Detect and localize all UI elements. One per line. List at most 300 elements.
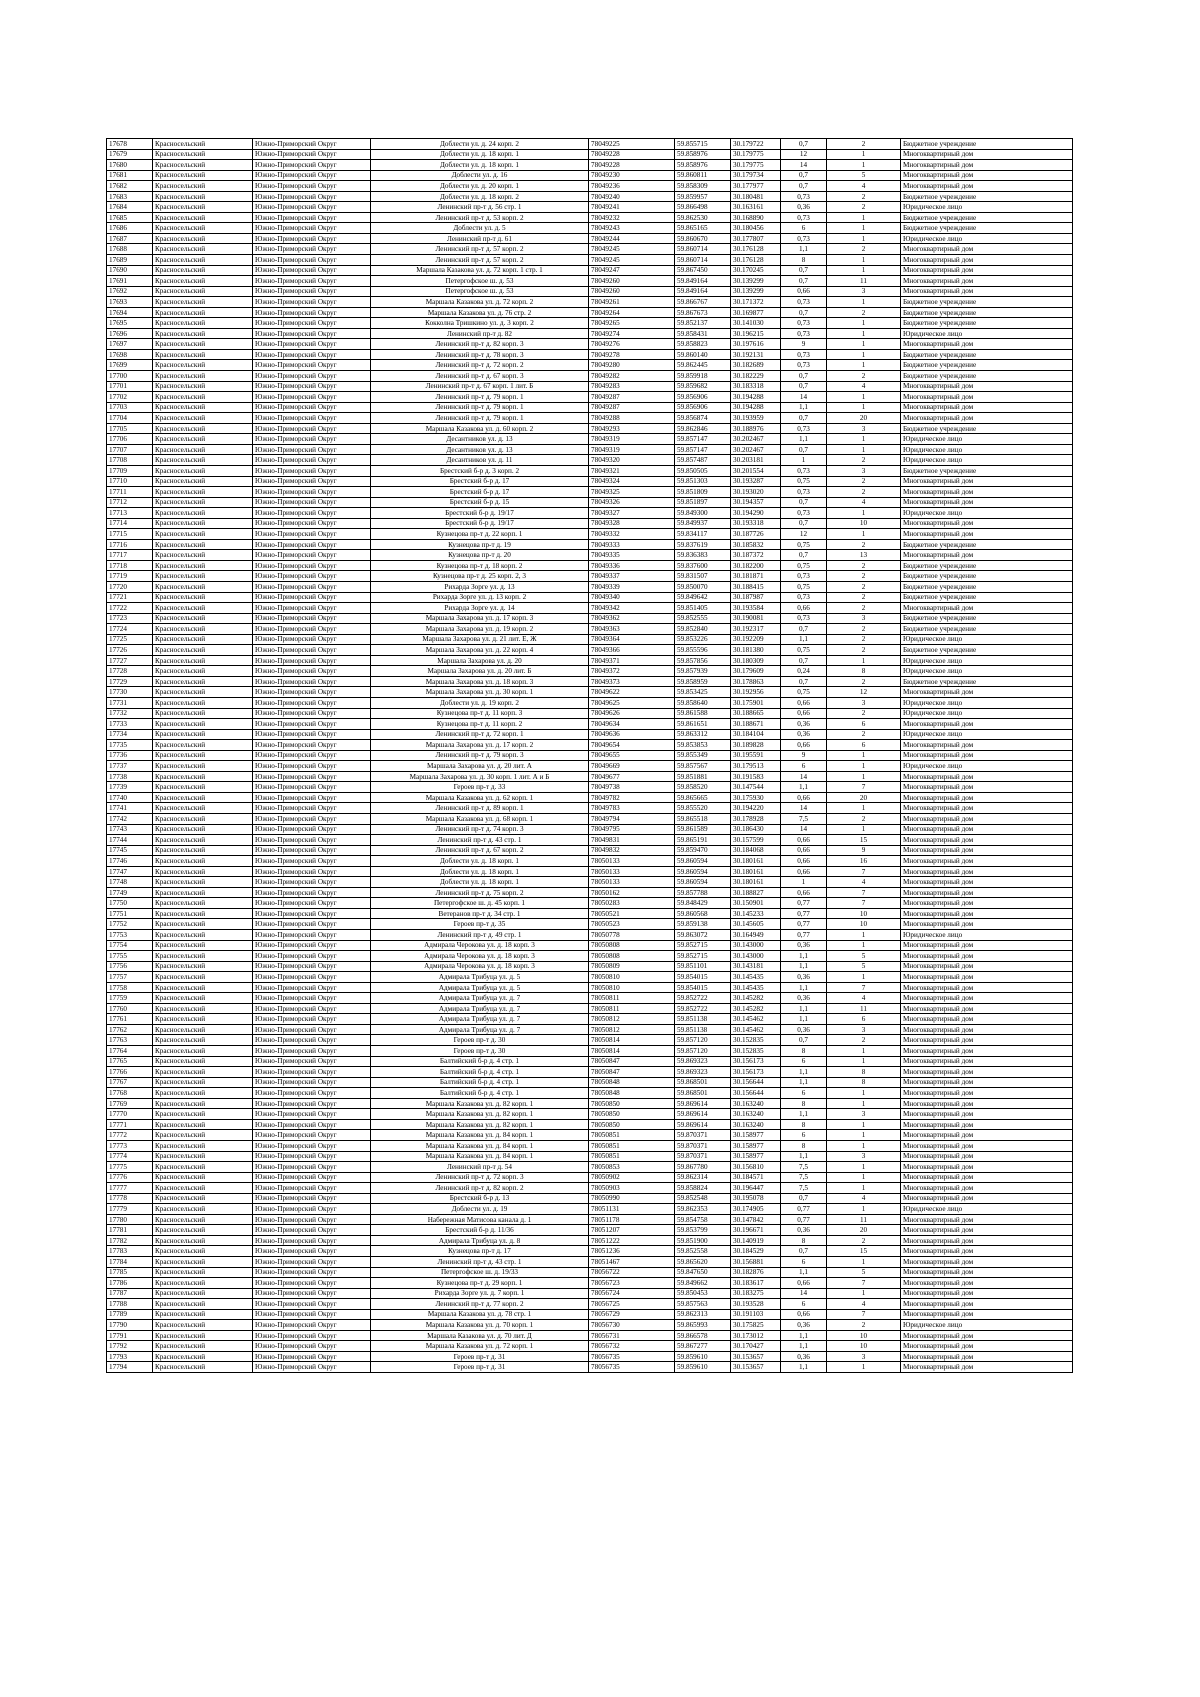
- address-cell: Рихарда Зорге ул. д. 13 корп. 2: [371, 592, 589, 603]
- type-cell: Многоквартирный дом: [901, 550, 1073, 561]
- okrug-cell: Южно-Приморский Округ: [253, 402, 371, 413]
- address-cell: Ленинский пр-т д. 54: [371, 1162, 589, 1173]
- address-cell: Маршала Захарова ул. д. 20 лит. А: [371, 761, 589, 772]
- type-cell: Многоквартирный дом: [901, 1109, 1073, 1120]
- longitude-cell: 30.156644: [731, 1088, 781, 1099]
- address-cell: Петергофское ш. д. 53: [371, 276, 589, 287]
- district-cell: Красносельский: [153, 835, 253, 846]
- address-cell: Ленинский пр-т д. 67 корп. 3: [371, 371, 589, 382]
- row-id: 17762: [107, 1024, 153, 1035]
- district-cell: Красносельский: [153, 286, 253, 297]
- count-cell: 1: [827, 529, 901, 540]
- longitude-cell: 30.145435: [731, 982, 781, 993]
- address-cell: Маршала Казакова ул. д. 84 корп. 1: [371, 1130, 589, 1141]
- okrug-cell: Южно-Приморский Округ: [253, 265, 371, 276]
- address-cell: Петергофское ш. д. 53: [371, 286, 589, 297]
- row-id: 17720: [107, 581, 153, 592]
- row-id: 17781: [107, 1225, 153, 1236]
- volume-cell: 0,7: [781, 139, 827, 150]
- address-cell: Героев пр-т д. 33: [371, 782, 589, 793]
- latitude-cell: 59.852722: [675, 993, 731, 1004]
- volume-cell: 0,73: [781, 571, 827, 582]
- district-cell: Красносельский: [153, 1162, 253, 1173]
- row-id: 17760: [107, 1003, 153, 1014]
- table-row: [107, 487, 1073, 498]
- type-cell: Бюджетное учреждение: [901, 360, 1073, 371]
- district-cell: Красносельский: [153, 223, 253, 234]
- address-cell: Героев пр-т д. 31: [371, 1351, 589, 1362]
- volume-cell: 0,7: [781, 413, 827, 424]
- okrug-cell: Южно-Приморский Округ: [253, 835, 371, 846]
- count-cell: 1: [827, 930, 901, 941]
- latitude-cell: 59.847650: [675, 1267, 731, 1278]
- district-cell: Красносельский: [153, 1204, 253, 1215]
- code-cell: 78049280: [589, 360, 675, 371]
- row-id: 17782: [107, 1235, 153, 1246]
- district-cell: Красносельский: [153, 434, 253, 445]
- address-cell: Ленинский пр-т д. 43 стр. 1: [371, 1256, 589, 1267]
- okrug-cell: Южно-Приморский Округ: [253, 339, 371, 350]
- volume-cell: 7,5: [781, 1172, 827, 1183]
- longitude-cell: 30.180161: [731, 877, 781, 888]
- table-row: [107, 908, 1073, 919]
- type-cell: Многоквартирный дом: [901, 1330, 1073, 1341]
- latitude-cell: 59.859957: [675, 191, 731, 202]
- address-cell: Кузнецова пр-т д. 19: [371, 539, 589, 550]
- longitude-cell: 30.178863: [731, 676, 781, 687]
- address-cell: Адмирала Черокова ул. д. 18 корп. 3: [371, 940, 589, 951]
- table-row: [107, 160, 1073, 171]
- row-id: 17722: [107, 603, 153, 614]
- okrug-cell: Южно-Приморский Округ: [253, 1162, 371, 1173]
- table-row: [107, 940, 1073, 951]
- type-cell: Многоквартирный дом: [901, 1225, 1073, 1236]
- count-cell: 2: [827, 487, 901, 498]
- address-cell: Адмирала Черокова ул. д. 18 корп. 3: [371, 961, 589, 972]
- address-cell: Ленинский пр-т д. 67 корп. 2: [371, 845, 589, 856]
- longitude-cell: 30.145605: [731, 919, 781, 930]
- volume-cell: 1,1: [781, 951, 827, 962]
- type-cell: Многоквартирный дом: [901, 856, 1073, 867]
- longitude-cell: 30.193020: [731, 487, 781, 498]
- volume-cell: 0,36: [781, 993, 827, 1004]
- address-cell: Маршала Захарова ул. д. 17 корп. 3: [371, 613, 589, 624]
- district-cell: Красносельский: [153, 1024, 253, 1035]
- volume-cell: 8: [781, 1119, 827, 1130]
- code-cell: 78049245: [589, 255, 675, 266]
- count-cell: 11: [827, 1003, 901, 1014]
- row-id: 17696: [107, 328, 153, 339]
- row-id: 17707: [107, 444, 153, 455]
- okrug-cell: Южно-Приморский Округ: [253, 434, 371, 445]
- volume-cell: 0,7: [781, 444, 827, 455]
- code-cell: 78049339: [589, 581, 675, 592]
- longitude-cell: 30.202467: [731, 434, 781, 445]
- code-cell: 78056735: [589, 1362, 675, 1373]
- row-id: 17694: [107, 307, 153, 318]
- latitude-cell: 59.858823: [675, 339, 731, 350]
- latitude-cell: 59.859918: [675, 371, 731, 382]
- longitude-cell: 30.145282: [731, 1003, 781, 1014]
- count-cell: 2: [827, 581, 901, 592]
- okrug-cell: Южно-Приморский Округ: [253, 666, 371, 677]
- type-cell: Многоквартирный дом: [901, 381, 1073, 392]
- volume-cell: 0,66: [781, 603, 827, 614]
- okrug-cell: Южно-Приморский Округ: [253, 381, 371, 392]
- count-cell: 4: [827, 181, 901, 192]
- row-id: 17727: [107, 655, 153, 666]
- count-cell: 6: [827, 719, 901, 730]
- volume-cell: 0,36: [781, 940, 827, 951]
- count-cell: 7: [827, 1278, 901, 1289]
- type-cell: Юридическое лицо: [901, 455, 1073, 466]
- longitude-cell: 30.193959: [731, 413, 781, 424]
- volume-cell: 8: [781, 1140, 827, 1151]
- okrug-cell: Южно-Приморский Округ: [253, 782, 371, 793]
- volume-cell: 1,1: [781, 1077, 827, 1088]
- volume-cell: 0,36: [781, 729, 827, 740]
- district-cell: Красносельский: [153, 771, 253, 782]
- count-cell: 1: [827, 1204, 901, 1215]
- address-cell: Адмирала Трибуца ул. д. 5: [371, 982, 589, 993]
- type-cell: Бюджетное учреждение: [901, 223, 1073, 234]
- longitude-cell: 30.163240: [731, 1109, 781, 1120]
- row-id: 17783: [107, 1246, 153, 1257]
- longitude-cell: 30.157599: [731, 835, 781, 846]
- address-cell: Маршала Захарова ул. д. 21 лит. Е, Ж: [371, 634, 589, 645]
- row-id: 17745: [107, 845, 153, 856]
- count-cell: 2: [827, 455, 901, 466]
- table-row: [107, 539, 1073, 550]
- volume-cell: 14: [781, 1288, 827, 1299]
- count-cell: 4: [827, 877, 901, 888]
- okrug-cell: Южно-Приморский Округ: [253, 1351, 371, 1362]
- district-cell: Красносельский: [153, 550, 253, 561]
- type-cell: Многоквартирный дом: [901, 603, 1073, 614]
- table-row: [107, 771, 1073, 782]
- row-id: 17740: [107, 792, 153, 803]
- volume-cell: 0,36: [781, 1351, 827, 1362]
- row-id: 17748: [107, 877, 153, 888]
- count-cell: 2: [827, 371, 901, 382]
- row-id: 17708: [107, 455, 153, 466]
- okrug-cell: Южно-Приморский Округ: [253, 592, 371, 603]
- code-cell: 78050903: [589, 1183, 675, 1194]
- code-cell: 78049247: [589, 265, 675, 276]
- row-id: 17725: [107, 634, 153, 645]
- code-cell: 78056732: [589, 1341, 675, 1352]
- row-id: 17735: [107, 740, 153, 751]
- type-cell: Многоквартирный дом: [901, 497, 1073, 508]
- row-id: 17758: [107, 982, 153, 993]
- code-cell: 78050523: [589, 919, 675, 930]
- type-cell: Многоквартирный дом: [901, 972, 1073, 983]
- type-cell: Многоквартирный дом: [901, 1256, 1073, 1267]
- count-cell: 3: [827, 423, 901, 434]
- table-row: [107, 307, 1073, 318]
- type-cell: Бюджетное учреждение: [901, 645, 1073, 656]
- okrug-cell: Южно-Приморский Округ: [253, 560, 371, 571]
- count-cell: 1: [827, 750, 901, 761]
- volume-cell: 1: [781, 455, 827, 466]
- code-cell: 78049340: [589, 592, 675, 603]
- latitude-cell: 59.852722: [675, 1003, 731, 1014]
- table-row: [107, 1119, 1073, 1130]
- okrug-cell: Южно-Приморский Округ: [253, 761, 371, 772]
- okrug-cell: Южно-Приморский Округ: [253, 1151, 371, 1162]
- table-row: [107, 1351, 1073, 1362]
- row-id: 17750: [107, 898, 153, 909]
- volume-cell: 0,66: [781, 856, 827, 867]
- volume-cell: 0,7: [781, 550, 827, 561]
- code-cell: 78049264: [589, 307, 675, 318]
- address-cell: Маршала Казакова ул. д. 84 корп. 1: [371, 1151, 589, 1162]
- count-cell: 2: [827, 592, 901, 603]
- address-cell: Ленинский пр-т д. 89 корп. 1: [371, 803, 589, 814]
- address-cell: Десантников ул. д. 13: [371, 444, 589, 455]
- row-id: 17699: [107, 360, 153, 371]
- okrug-cell: Южно-Приморский Округ: [253, 1341, 371, 1352]
- okrug-cell: Южно-Приморский Округ: [253, 792, 371, 803]
- type-cell: Многоквартирный дом: [901, 1130, 1073, 1141]
- volume-cell: 0,73: [781, 318, 827, 329]
- longitude-cell: 30.182200: [731, 560, 781, 571]
- latitude-cell: 59.865665: [675, 792, 731, 803]
- table-row: [107, 1225, 1073, 1236]
- longitude-cell: 30.188665: [731, 708, 781, 719]
- row-id: 17759: [107, 993, 153, 1004]
- latitude-cell: 59.858431: [675, 328, 731, 339]
- district-cell: Красносельский: [153, 318, 253, 329]
- longitude-cell: 30.176128: [731, 244, 781, 255]
- volume-cell: 0,73: [781, 297, 827, 308]
- code-cell: 78049634: [589, 719, 675, 730]
- volume-cell: 0,66: [781, 866, 827, 877]
- volume-cell: 0,7: [781, 381, 827, 392]
- type-cell: Многоквартирный дом: [901, 170, 1073, 181]
- type-cell: Многоквартирный дом: [901, 1003, 1073, 1014]
- row-id: 17680: [107, 160, 153, 171]
- row-id: 17681: [107, 170, 153, 181]
- volume-cell: 6: [781, 1299, 827, 1310]
- type-cell: Многоквартирный дом: [901, 866, 1073, 877]
- volume-cell: 7,5: [781, 1183, 827, 1194]
- okrug-cell: Южно-Приморский Округ: [253, 982, 371, 993]
- okrug-cell: Южно-Приморский Округ: [253, 518, 371, 529]
- volume-cell: 7,5: [781, 1162, 827, 1173]
- latitude-cell: 59.849164: [675, 276, 731, 287]
- longitude-cell: 30.141030: [731, 318, 781, 329]
- latitude-cell: 59.867673: [675, 307, 731, 318]
- latitude-cell: 59.865165: [675, 223, 731, 234]
- longitude-cell: 30.196671: [731, 1225, 781, 1236]
- code-cell: 78050851: [589, 1140, 675, 1151]
- okrug-cell: Южно-Приморский Округ: [253, 1109, 371, 1120]
- latitude-cell: 59.868501: [675, 1088, 731, 1099]
- code-cell: 78050850: [589, 1098, 675, 1109]
- longitude-cell: 30.163161: [731, 202, 781, 213]
- count-cell: 2: [827, 476, 901, 487]
- table-row: [107, 318, 1073, 329]
- latitude-cell: 59.865191: [675, 835, 731, 846]
- code-cell: 78049236: [589, 181, 675, 192]
- okrug-cell: Южно-Приморский Округ: [253, 1309, 371, 1320]
- district-cell: Красносельский: [153, 487, 253, 498]
- district-cell: Красносельский: [153, 423, 253, 434]
- volume-cell: 6: [781, 1256, 827, 1267]
- longitude-cell: 30.182229: [731, 371, 781, 382]
- district-cell: Красносельский: [153, 1267, 253, 1278]
- table-row: [107, 603, 1073, 614]
- longitude-cell: 30.186430: [731, 824, 781, 835]
- district-cell: Красносельский: [153, 1098, 253, 1109]
- volume-cell: 1: [781, 877, 827, 888]
- table-row: [107, 782, 1073, 793]
- code-cell: 78049333: [589, 539, 675, 550]
- district-cell: Красносельский: [153, 402, 253, 413]
- type-cell: Многоквартирный дом: [901, 814, 1073, 825]
- row-id: 17738: [107, 771, 153, 782]
- okrug-cell: Южно-Приморский Округ: [253, 1077, 371, 1088]
- volume-cell: 6: [781, 223, 827, 234]
- address-cell: Кузнецова пр-т д. 18 корп. 2: [371, 560, 589, 571]
- volume-cell: 0,73: [781, 465, 827, 476]
- volume-cell: 0,77: [781, 908, 827, 919]
- row-id: 17700: [107, 371, 153, 382]
- longitude-cell: 30.188671: [731, 719, 781, 730]
- row-id: 17724: [107, 624, 153, 635]
- row-id: 17765: [107, 1056, 153, 1067]
- latitude-cell: 59.849164: [675, 286, 731, 297]
- district-cell: Красносельский: [153, 1077, 253, 1088]
- latitude-cell: 59.849937: [675, 518, 731, 529]
- address-cell: Доблести ул. д. 16: [371, 170, 589, 181]
- volume-cell: 0,73: [781, 212, 827, 223]
- okrug-cell: Южно-Приморский Округ: [253, 1014, 371, 1025]
- count-cell: 1: [827, 1140, 901, 1151]
- type-cell: Многоквартирный дом: [901, 244, 1073, 255]
- count-cell: 1: [827, 444, 901, 455]
- type-cell: Многоквартирный дом: [901, 1235, 1073, 1246]
- table-row: [107, 930, 1073, 941]
- okrug-cell: Южно-Приморский Округ: [253, 392, 371, 403]
- code-cell: 78049337: [589, 571, 675, 582]
- district-cell: Красносельский: [153, 581, 253, 592]
- count-cell: 16: [827, 856, 901, 867]
- type-cell: Многоквартирный дом: [901, 1299, 1073, 1310]
- latitude-cell: 59.855349: [675, 750, 731, 761]
- longitude-cell: 30.153657: [731, 1351, 781, 1362]
- volume-cell: 0,75: [781, 539, 827, 550]
- table-row: [107, 413, 1073, 424]
- longitude-cell: 30.152835: [731, 1046, 781, 1057]
- district-cell: Красносельский: [153, 202, 253, 213]
- district-cell: Красносельский: [153, 255, 253, 266]
- volume-cell: 0,7: [781, 655, 827, 666]
- volume-cell: 0,7: [781, 307, 827, 318]
- latitude-cell: 59.853853: [675, 740, 731, 751]
- address-cell: Маршала Захарова ул. д. 17 корп. 2: [371, 740, 589, 751]
- count-cell: 1: [827, 1162, 901, 1173]
- count-cell: 10: [827, 919, 901, 930]
- longitude-cell: 30.177977: [731, 181, 781, 192]
- address-cell: Доблести ул. д. 20 корп. 1: [371, 181, 589, 192]
- count-cell: 2: [827, 539, 901, 550]
- longitude-cell: 30.181871: [731, 571, 781, 582]
- code-cell: 78049626: [589, 708, 675, 719]
- table-row: [107, 655, 1073, 666]
- district-cell: Красносельский: [153, 349, 253, 360]
- longitude-cell: 30.152835: [731, 1035, 781, 1046]
- code-cell: 78050808: [589, 951, 675, 962]
- okrug-cell: Южно-Приморский Округ: [253, 276, 371, 287]
- count-cell: 7: [827, 866, 901, 877]
- district-cell: Красносельский: [153, 961, 253, 972]
- count-cell: 1: [827, 803, 901, 814]
- latitude-cell: 59.834117: [675, 529, 731, 540]
- code-cell: 78049260: [589, 276, 675, 287]
- latitude-cell: 59.869614: [675, 1098, 731, 1109]
- volume-cell: 0,73: [781, 487, 827, 498]
- type-cell: Многоквартирный дом: [901, 887, 1073, 898]
- code-cell: 78051131: [589, 1204, 675, 1215]
- longitude-cell: 30.163240: [731, 1119, 781, 1130]
- address-cell: Доблести ул. д. 5: [371, 223, 589, 234]
- code-cell: 78050778: [589, 930, 675, 941]
- table-row: [107, 571, 1073, 582]
- district-cell: Красносельский: [153, 1088, 253, 1099]
- address-cell: Ленинский пр-т д. 82: [371, 328, 589, 339]
- latitude-cell: 59.863072: [675, 930, 731, 941]
- longitude-cell: 30.169877: [731, 307, 781, 318]
- longitude-cell: 30.194220: [731, 803, 781, 814]
- volume-cell: 0,75: [781, 476, 827, 487]
- address-cell: Ленинский пр-т д. 61: [371, 233, 589, 244]
- volume-cell: 14: [781, 771, 827, 782]
- code-cell: 78049677: [589, 771, 675, 782]
- address-cell: Петергофское ш. д. 19/33: [371, 1267, 589, 1278]
- latitude-cell: 59.860714: [675, 255, 731, 266]
- table-row: [107, 212, 1073, 223]
- latitude-cell: 59.861589: [675, 824, 731, 835]
- longitude-cell: 30.191103: [731, 1309, 781, 1320]
- latitude-cell: 59.853226: [675, 634, 731, 645]
- count-cell: 8: [827, 666, 901, 677]
- longitude-cell: 30.180161: [731, 856, 781, 867]
- count-cell: 2: [827, 560, 901, 571]
- district-cell: Красносельский: [153, 233, 253, 244]
- okrug-cell: Южно-Приморский Округ: [253, 824, 371, 835]
- okrug-cell: Южно-Приморский Округ: [253, 603, 371, 614]
- longitude-cell: 30.143000: [731, 940, 781, 951]
- district-cell: Красносельский: [153, 1330, 253, 1341]
- longitude-cell: 30.182689: [731, 360, 781, 371]
- count-cell: 2: [827, 676, 901, 687]
- type-cell: Бюджетное учреждение: [901, 613, 1073, 624]
- type-cell: Юридическое лицо: [901, 666, 1073, 677]
- address-cell: Маршала Казакова ул. д. 82 корп. 1: [371, 1098, 589, 1109]
- district-cell: Красносельский: [153, 814, 253, 825]
- longitude-cell: 30.203181: [731, 455, 781, 466]
- count-cell: 1: [827, 1056, 901, 1067]
- okrug-cell: Южно-Приморский Округ: [253, 919, 371, 930]
- okrug-cell: Южно-Приморский Округ: [253, 149, 371, 160]
- address-cell: Брестский б-р д. 15: [371, 497, 589, 508]
- district-cell: Красносельский: [153, 824, 253, 835]
- longitude-cell: 30.187987: [731, 592, 781, 603]
- volume-cell: 0,75: [781, 645, 827, 656]
- latitude-cell: 59.852840: [675, 624, 731, 635]
